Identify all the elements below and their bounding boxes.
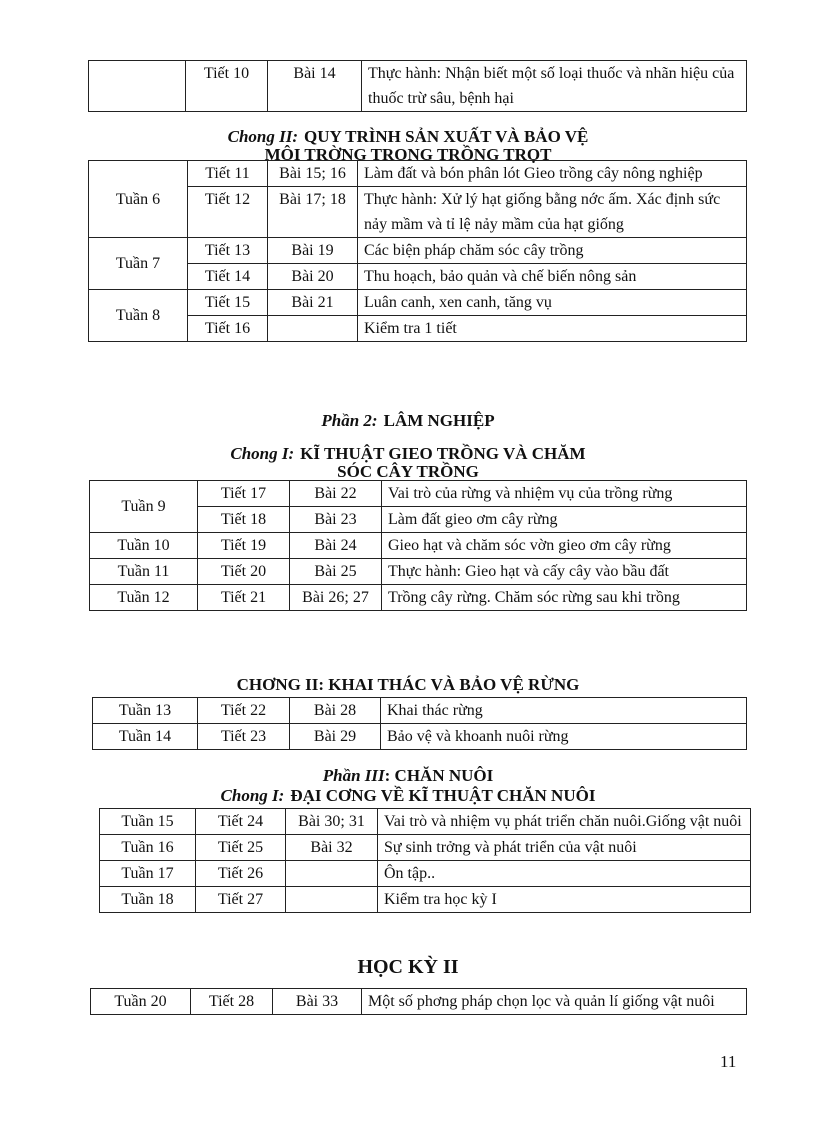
- content-cell: Thu hoạch, bảo quản và chế biến nông sản: [358, 264, 747, 290]
- lesson-cell: [286, 861, 378, 887]
- content-cell: Gieo hạt và chăm sóc vờn gieo ơm cây rừng: [382, 533, 747, 559]
- table: [90, 988, 747, 1015]
- lesson-cell: Bài 25: [290, 559, 382, 585]
- lesson-cell: Bài 17; 18: [268, 187, 358, 238]
- lesson-cell: Bài 22: [290, 481, 382, 507]
- table-row: [93, 724, 747, 750]
- period-cell: Tiết 14: [188, 264, 268, 290]
- lesson-cell: Bài 19: [268, 238, 358, 264]
- schedule-table-6: [90, 988, 747, 1015]
- chapter-title: KĨ THUẬT GIEO TRỒNG VÀ CHĂM: [300, 444, 586, 463]
- lesson-cell: Bài 21: [268, 290, 358, 316]
- content-cell: Các biện pháp chăm sóc cây trồng: [358, 238, 747, 264]
- period-cell: Tiết 27: [196, 887, 286, 913]
- lesson-cell: Bài 30; 31: [286, 809, 378, 835]
- period-cell: Tiết 21: [198, 585, 290, 611]
- table-row: [90, 559, 747, 585]
- lesson-cell: Bài 29: [290, 724, 381, 750]
- period-cell: Tiết 28: [191, 989, 273, 1015]
- schedule-table-2: [88, 160, 747, 342]
- week-cell: Tuần 16: [100, 835, 196, 861]
- table-row: [89, 187, 747, 238]
- week-cell: Tuần 10: [90, 533, 198, 559]
- content-cell: Khai thác rừng: [381, 698, 747, 724]
- content-cell: Kiểm tra học kỳ I: [378, 887, 751, 913]
- content-cell: Sự sinh trởng và phát triển của vật nuôi: [378, 835, 751, 861]
- table: [99, 808, 751, 913]
- chapter-label: Chong II:: [227, 127, 299, 146]
- table: [88, 60, 747, 112]
- table: [92, 697, 747, 750]
- table-row: [100, 809, 751, 835]
- week-cell: [89, 61, 186, 112]
- lesson-cell: Bài 33: [273, 989, 362, 1015]
- table-row: [89, 316, 747, 342]
- period-cell: Tiết 24: [196, 809, 286, 835]
- content-cell: Bảo vệ và khoanh nuôi rừng: [381, 724, 747, 750]
- week-cell: Tuần 17: [100, 861, 196, 887]
- period-cell: Tiết 23: [198, 724, 290, 750]
- lesson-cell: [268, 316, 358, 342]
- week-cell: Tuần 14: [93, 724, 198, 750]
- table-row: [100, 861, 751, 887]
- period-cell: Tiết 13: [188, 238, 268, 264]
- schedule-table-1: [88, 60, 747, 112]
- table: [88, 160, 747, 342]
- content-cell: Thực hành: Nhận biết một số loại thuốc và nhãn hiệu của thuốc trừ sâu, bệnh hại: [362, 61, 747, 112]
- period-cell: Tiết 19: [198, 533, 290, 559]
- period-cell: Tiết 25: [196, 835, 286, 861]
- part-title: LÂM NGHIỆP: [383, 411, 495, 430]
- table-row: [89, 161, 747, 187]
- week-cell: Tuần 8: [89, 290, 188, 342]
- livestock-chapter-1-heading: [0, 787, 816, 804]
- part-2-heading: [0, 412, 816, 429]
- table: [89, 480, 747, 611]
- chapter-title: ĐẠI CƠNG VỀ KĨ THUẬT CHĂN NUÔI: [290, 786, 596, 805]
- content-cell: Kiểm tra 1 tiết: [358, 316, 747, 342]
- schedule-table-3: [89, 480, 747, 611]
- week-cell: Tuần 7: [89, 238, 188, 290]
- week-cell: Tuần 20: [91, 989, 191, 1015]
- table-row: [89, 61, 747, 112]
- chapter-title: QUY TRÌNH SẢN XUẤT VÀ BẢO VỆ: [304, 127, 589, 146]
- table-row: [90, 481, 747, 507]
- lesson-cell: [286, 887, 378, 913]
- week-cell: Tuần 15: [100, 809, 196, 835]
- schedule-table-5: [99, 808, 751, 913]
- week-cell: Tuần 6: [89, 161, 188, 238]
- table-row: [100, 887, 751, 913]
- part-title: : CHĂN NUÔI: [384, 766, 494, 785]
- week-cell: Tuần 11: [90, 559, 198, 585]
- schedule-table-4: [92, 697, 747, 750]
- lesson-cell: Bài 32: [286, 835, 378, 861]
- period-cell: Tiết 16: [188, 316, 268, 342]
- lesson-cell: Bài 24: [290, 533, 382, 559]
- table-row: [93, 698, 747, 724]
- period-cell: Tiết 18: [198, 507, 290, 533]
- content-cell: Làm đất gieo ơm cây rừng: [382, 507, 747, 533]
- part-3-heading: [0, 767, 816, 784]
- period-cell: Tiết 15: [188, 290, 268, 316]
- content-cell: Trồng cây rừng. Chăm sóc rừng sau khi trồng: [382, 585, 747, 611]
- lesson-cell: Bài 23: [290, 507, 382, 533]
- period-cell: Tiết 11: [188, 161, 268, 187]
- content-cell: Thực hành: Gieo hạt và cấy cây vào bầu đất: [382, 559, 747, 585]
- chapter-label: Chong I:: [220, 786, 285, 805]
- content-cell: Làm đất và bón phân lót Gieo trồng cây nông nghiệp: [358, 161, 747, 187]
- table-row: [89, 264, 747, 290]
- forestry-chapter-2-heading: CHƠNG II: KHAI THÁC VÀ BẢO VỆ RỪNG: [236, 675, 580, 694]
- lesson-cell: Bài 15; 16: [268, 161, 358, 187]
- period-cell: Tiết 17: [198, 481, 290, 507]
- content-cell: Ôn tập..: [378, 861, 751, 887]
- chapter-label: Chong I:: [230, 444, 295, 463]
- part-label: Phần III: [322, 766, 385, 785]
- chapter-2-heading-line2: MÔI TRỜNG TRONG TRỒNG TRỌT: [264, 145, 552, 164]
- page-number: 11: [720, 1052, 737, 1071]
- content-cell: Vai trò của rừng và nhiệm vụ của trồng rừng: [382, 481, 747, 507]
- lesson-cell: Bài 26; 27: [290, 585, 382, 611]
- period-cell: Tiết 10: [186, 61, 268, 112]
- forestry-chapter-1-heading: [0, 445, 816, 462]
- chapter-2-heading: [0, 128, 816, 145]
- semester-2-heading: HỌC KỲ II: [357, 956, 459, 978]
- period-cell: Tiết 22: [198, 698, 290, 724]
- part-label: Phần 2:: [321, 411, 378, 430]
- table-row: [89, 238, 747, 264]
- table-row: [90, 533, 747, 559]
- week-cell: Tuần 18: [100, 887, 196, 913]
- content-cell: Thực hành: Xử lý hạt giống bằng nớc ấm. Xác định sức nảy mầm và tỉ lệ nảy mầm của hạt giống: [358, 187, 747, 238]
- period-cell: Tiết 26: [196, 861, 286, 887]
- content-cell: Luân canh, xen canh, tăng vụ: [358, 290, 747, 316]
- week-cell: Tuần 12: [90, 585, 198, 611]
- content-cell: Một số phơng pháp chọn lọc và quản lí giống vật nuôi: [362, 989, 747, 1015]
- table-row: [89, 290, 747, 316]
- period-cell: Tiết 20: [198, 559, 290, 585]
- content-cell: Vai trò và nhiệm vụ phát triển chăn nuôi.Giống vật nuôi: [378, 809, 751, 835]
- week-cell: Tuần 13: [93, 698, 198, 724]
- table-row: [90, 585, 747, 611]
- period-cell: Tiết 12: [188, 187, 268, 238]
- lesson-cell: Bài 20: [268, 264, 358, 290]
- table-row: [91, 989, 747, 1015]
- table-row: [100, 835, 751, 861]
- forestry-chapter-1-heading-line2: SÓC CÂY TRỒNG: [337, 462, 479, 481]
- week-cell: Tuần 9: [90, 481, 198, 533]
- lesson-cell: Bài 28: [290, 698, 381, 724]
- lesson-cell: Bài 14: [268, 61, 362, 112]
